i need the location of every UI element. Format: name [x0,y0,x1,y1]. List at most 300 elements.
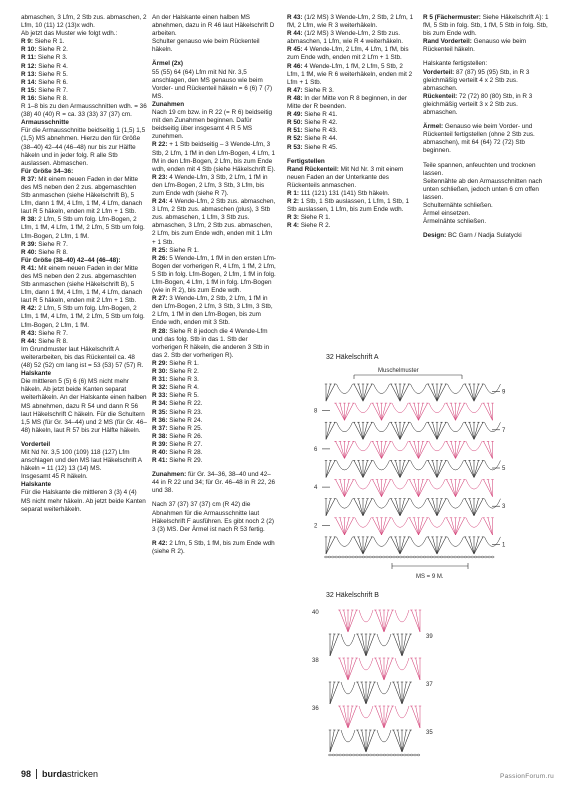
stitch-mark [433,460,438,477]
instruction-paragraph: R 32: Siehe R 4. [152,384,199,392]
instruction-paragraph: R 41: Mit einem neuen Faden in der Mitte des MS neben den 2 zus. abgemaschten Stb anmaschen (siehe Häkelschrift B), 5 Lfm, dann 1 fM, 4 Lfm, 1 fM, 4 Lfm, danach laut R 5 häkeln, enden mit 2 Lfm + 1 Stb. [21,264,145,305]
chain-arc [411,460,427,470]
stitch-mark [474,537,479,554]
stitch-mark [437,537,442,554]
chain-stitch [348,556,351,558]
chain-stitch [417,754,420,756]
chain-stitch [407,754,410,756]
chain-stitch [481,556,484,558]
stitch-mark [419,441,428,458]
instruction-paragraph: Schulternähte schließen. [423,201,493,209]
instruction-paragraph: R 12: Siehe R 4. [21,62,68,70]
brand-light: stricken [67,769,99,779]
stitch-mark [474,384,479,401]
chain-stitch [325,556,328,558]
stitch-mark [348,706,357,728]
crochet-chart-a [312,362,512,588]
chain-stitch [390,754,393,756]
stitch-mark [437,499,446,516]
instruction-paragraph: R 33: Siehe R 5. [152,392,199,400]
chain-stitch [376,754,379,756]
stitch-mark [380,706,384,728]
chain-arc [341,730,355,742]
instruction-paragraph: R 29: Siehe R 1. [152,359,199,367]
chain-arc [448,537,464,547]
stitch-mark [484,518,493,535]
chain-stitch [399,556,402,558]
stitch-mark [447,518,456,535]
chain-stitch [359,556,362,558]
stitch-mark [393,730,402,752]
instruction-paragraph: R 13: Siehe R 5. [21,70,68,78]
stitch-mark [391,499,400,516]
row-number-right: 39 [426,634,433,640]
stitch-mark [400,460,409,477]
chain-stitch [362,556,365,558]
stitch-mark [402,730,406,752]
chain-stitch [352,754,355,756]
stitch-mark [456,518,465,535]
instruction-paragraph: R 2: 1 Stb, 1 Stb auslassen, 1 Lfm, 1 Stb, 1 Stb auslassen, 1 Lfm, bis zum Ende wdh. [287,198,411,214]
chain-arc [392,403,408,413]
chain-arc [485,499,501,509]
stitch-mark [456,441,465,458]
stitch-mark [402,730,411,752]
stitch-mark [484,441,493,458]
row-number-left: 2 [314,523,318,530]
chain-stitch [406,556,409,558]
stitch-mark [416,706,420,728]
crochet-chart-b [312,600,442,762]
stitch-mark [437,499,442,516]
chain-stitch [393,754,396,756]
stitch-mark [326,422,331,439]
text-column-4 [423,14,553,240]
instruction-paragraph: R 53: Siehe R 45. [287,143,338,151]
instruction-paragraph: R 34: Siehe R 22. [152,400,203,408]
stitch-mark [400,422,409,439]
chain-stitch [478,556,481,558]
chain-arc [395,610,409,622]
stitch-mark [336,441,345,458]
stitch-mark [348,658,352,680]
chain-arc [359,610,373,622]
chain-arc [359,706,373,718]
chain-stitch [352,556,355,558]
stitch-mark [484,480,493,497]
chain-stitch [342,754,345,756]
stitch-mark [456,480,461,497]
stitch-mark [419,518,424,535]
chain-stitch [444,556,447,558]
stitch-mark [366,682,375,704]
stitch-mark [396,499,401,516]
chain-arc [377,682,391,694]
chain-stitch [372,556,375,558]
stitch-mark [402,634,406,656]
instruction-paragraph: Design: BC Garn / Nadja Sulatycki [423,232,522,240]
stitch-mark [428,499,437,516]
instruction-paragraph: R 42: 2 Lfm, 5 Stb um folg. Lfm-Bogen, 2 Lfm, 1 fM, 4 Lfm, 1 fM, 2 Lfm, 5 Stb um folg. Lfm-Bogen, 2 Lfm, 1 fM. [21,305,147,329]
stitch-mark [419,403,424,420]
chain-arc [448,384,464,394]
instruction-paragraph: R 1: 111 (121) 131 (141) Stb häkeln. [287,189,390,197]
stitch-mark [348,658,357,680]
stitch-mark [416,658,420,680]
stitch-mark [474,384,483,401]
instruction-paragraph: Teile spannen, anfeuchten und trocknen lassen. [423,161,538,177]
instruction-paragraph: R 52: Siehe R 44. [287,135,338,143]
chain-stitch [383,754,386,756]
chain-stitch [400,754,403,756]
stitch-mark [345,480,354,497]
stitch-mark [326,384,335,401]
instruction-paragraph: R 15: Siehe R 7. [21,86,68,94]
stitch-mark [382,441,391,458]
chain-stitch [413,556,416,558]
stitch-mark [382,403,391,420]
stitch-mark [330,634,334,656]
stitch-mark [391,537,400,554]
stitch-mark [400,384,409,401]
stitch-mark [380,658,384,680]
stitch-mark [398,634,402,656]
instruction-paragraph: R 10: Siehe R 2. [21,46,68,54]
chain-arc [337,537,353,547]
stitch-mark [377,441,382,458]
chain-stitch [471,556,474,558]
stitch-mark [402,682,411,704]
chain-stitch [420,556,423,558]
chain-stitch [430,556,433,558]
stitch-mark [447,480,456,497]
instruction-paragraph: R 24: 4 Wende-Lfm, 2 Stb zus. abmaschen, 3 Lfm, 2 Stb zus. abmaschen (plus), 3 Stb zus. abmaschen, 1 Lfm, 3 Stb zus. abmaschen, 3 Lfm, 2 Stb zus. abmaschen, 2 Lfm, bis zum Ende wdh, enden mit 1 Lfm + 1 Stb. [152,198,278,246]
row-number-right: 37 [426,682,433,688]
stitch-mark [433,422,438,439]
stitch-mark [400,499,405,516]
stitch-mark [398,682,402,704]
stitch-mark [339,658,348,680]
chain-stitch [346,754,349,756]
stitch-mark [402,634,411,656]
chain-stitch [467,556,470,558]
chain-stitch [345,556,348,558]
chain-stitch [461,556,464,558]
stitch-mark [344,610,348,632]
instruction-paragraph: R 41: Siehe R 29. [152,457,203,465]
stitch-mark [344,658,348,680]
chain-arc [411,384,427,394]
chain-arc [411,422,427,432]
stitch-mark [380,610,384,632]
instruction-paragraph: R 11: Siehe R 3. [21,54,68,62]
watermark: PassionForum.ru [500,773,554,780]
pattern-repeat-label: Muschelmuster [378,368,419,374]
chain-stitch [382,556,385,558]
stitch-mark [330,682,334,704]
chain-stitch [369,754,372,756]
instruction-paragraph: Ab jetzt das Muster wie folgt wdh.: [21,30,118,38]
stitch-mark [336,518,345,535]
stitch-mark [391,460,400,477]
stitch-mark [339,610,348,632]
chain-stitch [386,556,389,558]
chain-arc [395,658,409,670]
instruction-paragraph: R 38: Siehe R 26. [152,432,203,440]
page-number: 98 [21,769,32,779]
stitch-mark [326,537,335,554]
instruction-paragraph: R 22: + 1 Stb beidseitig – 3 Wende-Lfm, 3 Stb, 2 Lfm, 1 fM in den Lfm-Bogen, 4 Lfm, 1 fM in den Lfm-Bogen, 2 Lfm, bis zum Ende wdh, enden mit 4 Stb (siehe Häkelschrift E). [152,141,277,173]
chain-arc [429,480,445,490]
stitch-mark [474,499,483,516]
stitch-mark [456,480,465,497]
chain-stitch [484,556,487,558]
stitch-mark [377,518,382,535]
stitch-mark [357,730,366,752]
instruction-paragraph: R 26: 5 Wende-Lfm, 1 fM in den ersten Lfm-Bogen der vorherigen R, 4 Lfm, 1 fM, 2 Lfm, 5 Stb in folg. Lfm-Bogen, 2 Lfm, 1 fM in folg. Lfm-Bogen, 4 Lfm, 1 fM in folg. Lfm-Bogen (wie in R 2), bis zum Ende wdh. [152,254,278,295]
instruction-paragraph: Ärmelnähte schließen. [423,218,487,226]
stitch-mark [362,682,366,704]
stitch-mark [354,499,363,516]
instruction-paragraph: R 30: Siehe R 2. [152,368,199,376]
stitch-mark [410,518,419,535]
instruction-paragraph: R 27: 3 Wende-Lfm, 2 Stb, 2 Lfm, 1 fM in den Lfm-Bogen, 2 Lfm, 3 Stb, 3 Lfm, 3 Stb, 2 Lfm, 1 fM in den Lfm-Bogen, bis zum Ende wdh, enden mit 3 Stb. [152,295,275,327]
chain-arc [392,480,408,490]
instruction-paragraph: R 35: Siehe R 23. [152,408,203,416]
chain-stitch [376,556,379,558]
brand-bold: burda [42,769,68,779]
chain-stitch [433,556,436,558]
stitch-mark [474,422,483,439]
stitch-mark [382,403,387,420]
chain-stitch [447,556,450,558]
instruction-paragraph: R 31: Siehe R 3. [152,376,199,384]
text-column-2 [152,14,277,556]
stitch-mark [340,403,345,420]
row-number-left: 40 [312,610,319,616]
chain-stitch [328,556,331,558]
chain-arc [466,518,482,528]
section-heading: Halskante [21,370,51,378]
chain-arc [374,422,390,432]
stitch-mark [391,422,400,439]
stitch-mark [362,730,366,752]
instruction-paragraph: Halskante fertigstellen: [423,60,488,68]
stitch-mark [400,422,405,439]
chain-stitch [335,556,338,558]
stitch-mark [396,537,401,554]
instruction-paragraph: Nach 37 (37) 37 (37) cm (R 42) die Abnahmen für die Armausschnitte laut Häkelschrift F ausführen. Es gibt noch 2 (2) 3 (3) MS. Der Ärmel ist nach R 53 fertig. [152,501,276,533]
stitch-mark [326,422,335,439]
stitch-mark [345,403,350,420]
stitch-mark [474,499,479,516]
diagram-a-title: 32 Häkelschrift A [326,354,379,361]
stitch-mark [359,460,364,477]
chain-arc [337,499,353,509]
stitch-mark [419,480,428,497]
chain-arc [337,422,353,432]
chain-stitch [403,556,406,558]
chain-stitch [414,754,417,756]
stitch-mark [375,706,384,728]
chain-arc [374,460,390,470]
section-heading: Für Größe 34–36: [21,167,74,175]
stitch-mark [488,518,493,535]
instruction-paragraph: R 51: Siehe R 43. [287,127,338,135]
stitch-mark [344,706,348,728]
instruction-paragraph: R 48: In der Mitte von R 8 beginnen, in der Mitte der R beenden. [287,94,409,111]
instruction-paragraph: Ärmel einsetzen. [423,210,471,218]
chain-stitch [427,556,430,558]
stitch-mark [414,518,419,535]
stitch-mark [447,403,456,420]
stitch-mark [326,384,331,401]
stitch-mark [326,537,331,554]
instruction-paragraph: R 14: Siehe R 6. [21,78,68,86]
stitch-mark [410,480,419,497]
chain-arc [377,730,391,742]
stitch-mark [326,499,335,516]
chain-arc [466,403,482,413]
chain-stitch [464,556,467,558]
stitch-mark [474,460,483,477]
stitch-mark [373,441,382,458]
stitch-mark [375,610,384,632]
chain-stitch [437,556,440,558]
stitch-mark [451,403,456,420]
row-number-right: 9 [502,389,506,396]
stitch-mark [428,422,437,439]
stitch-mark [488,480,493,497]
stitch-mark [402,682,406,704]
stitch-mark [373,403,382,420]
chain-arc [374,537,390,547]
stitch-mark [359,537,364,554]
chain-arc [341,682,355,694]
row-number-left: 8 [314,408,318,415]
chain-arc [466,441,482,451]
stitch-mark [363,460,372,477]
instruction-paragraph: Nach 19 cm bzw. in R 22 (= R 6) beidseitig mit den Zunahmen beginnen. Dafür beidseitig über insgesamt 4 R 5 MS zunehmen. [152,109,274,141]
chain-arc [448,460,464,470]
stitch-mark [363,499,368,516]
stitch-mark [384,706,388,728]
chain-stitch [363,754,366,756]
chain-arc [429,518,445,528]
section-heading: Vorderteil [21,440,51,448]
stitch-mark [382,480,391,497]
instruction-paragraph: R 40: Siehe R 28. [152,448,203,456]
stitch-mark [428,537,437,554]
row-number-left: 36 [312,706,319,712]
stitch-mark [410,441,419,458]
instruction-paragraph: R 1–8 bis zu den Armausschnitten wdh. = 36 (38) 40 (40) R = ca. 33 (33) 37 (37) cm. [21,103,149,119]
instruction-paragraph: abmaschen, 3 Lfm, 2 Stb zus. abmaschen, 2 Lfm, 10 (11) 12 (13)x wdh. [21,14,149,30]
stitch-mark [447,441,456,458]
instruction-paragraph: R 44: Siehe R 8. [21,337,68,345]
stitch-mark [336,403,345,420]
stitch-mark [396,460,401,477]
chain-stitch [416,556,419,558]
stitch-mark [400,537,405,554]
section-heading: Halskante [21,481,51,489]
stitch-mark [411,706,420,728]
stitch-mark [428,384,437,401]
row-number-right: 7 [502,427,506,434]
chain-stitch [359,754,362,756]
chain-stitch [440,556,443,558]
stitch-mark [345,518,350,535]
section-heading: Für Größe (38–40) 42–44 (46–48): [21,256,121,264]
stitch-mark [411,610,420,632]
section-heading: Zunahmen [152,100,185,108]
stitch-mark [419,518,428,535]
brand-logo [42,769,98,779]
instruction-paragraph: R 46: 4 Wende-Lfm, 1 fM, 2 Lfm, 5 Stb, 2 Lfm, 1 fM, wie R 6 weiterhäkeln, enden mit 2 Lfm + 1 Stb. [287,62,414,86]
stitch-mark [363,422,372,439]
stitch-mark [384,658,393,680]
instruction-paragraph: Insgesamt 45 R häkeln. [21,473,88,481]
stitch-mark [396,384,401,401]
row-number-left: 38 [312,658,319,664]
chain-arc [337,460,353,470]
instruction-paragraph: R 4: Siehe R 2. [287,222,331,230]
chain-arc [374,384,390,394]
instruction-paragraph: Die mittleren 5 (5) 6 (6) MS nicht mehr häkeln. Ab jetzt beide Kanten separat weiterhäkeln. An der Halskante einen halben MS abnehmen, dazu R 54 und dann R 56 laut Häkelschrift C häkeln. Für die Schultern 1,5 MS (für Gr. 34–44) und 2 MS (für Gr. 46–48) häkeln, laut R 57 bis zur Hälfte häkeln. [21,378,149,434]
stitch-mark [345,441,354,458]
chain-stitch [488,556,491,558]
chain-stitch [349,754,352,756]
stitch-mark [340,518,345,535]
row-number-right: 5 [502,466,506,472]
instruction-paragraph: 55 (55) 64 (64) Lfm mit Nd Nr. 3,5 anschlagen, den MS genauso wie beim Vorder- und Rückenteil häkeln = 6 (6) 7 (7) MS. [152,68,274,100]
stitch-mark [354,460,363,477]
stitch-mark [470,460,475,477]
instruction-paragraph: R 28: Siehe R 8 jedoch die 4 Wende-Lfm und das folg. Stb in das 1. Stb der vorherigen R häkeln, die anderen 3 Stb in das 2. Stb der vorherigen R). [152,327,271,359]
stitch-mark [363,537,368,554]
stitch-mark [340,441,345,458]
chain-stitch [457,556,460,558]
instruction-paragraph: R 36: Siehe R 24. [152,416,203,424]
chain-stitch [410,556,413,558]
stitch-mark [451,441,456,458]
stitch-mark [377,480,382,497]
stitch-mark [465,499,474,516]
chain-arc [448,422,464,432]
stitch-mark [437,422,446,439]
instruction-paragraph: Rand Vorderteil: Genauso wie beim Rückenteil häkeln. [423,38,528,54]
stitch-mark [375,658,384,680]
instruction-paragraph: Rand Rückenteil: Mit Nd Nr. 3 mit einem neuen Faden an der Unterkante des Rückenteils anmaschen. [287,165,406,189]
instruction-paragraph: Ärmel: Genauso wie beim Vorder- und Rückenteil fertigstellen (ohne 2 Stb zus. abmaschen), mit 64 (64) 72 (72) Stb beginnen. [423,123,537,155]
stitch-mark [359,422,364,439]
stitch-mark [474,422,479,439]
stitch-mark [363,384,372,401]
chain-arc [411,537,427,547]
stitch-mark [456,518,461,535]
stitch-mark [384,658,388,680]
chain-stitch [396,556,399,558]
stitch-mark [354,537,363,554]
instruction-paragraph: R 5 (Fächermuster: Siehe Häkelschrift A): 1 fM, 5 Stb in folg. Stb, 1 fM, 5 Stb in folg. Stb, bis zum Ende wdh. [423,14,551,38]
instruction-paragraph: R 37: Siehe R 25. [152,424,203,432]
stitch-mark [363,384,368,401]
chain-stitch [410,754,413,756]
instruction-paragraph: Vorderteil: 87 (87) 95 (95) Stb, in R 3 gleichmäßig verteilt 4 x 2 Stb zus. abmaschen. [423,68,532,92]
stitch-mark [437,422,442,439]
chain-arc [395,706,409,718]
stitch-mark [384,706,393,728]
